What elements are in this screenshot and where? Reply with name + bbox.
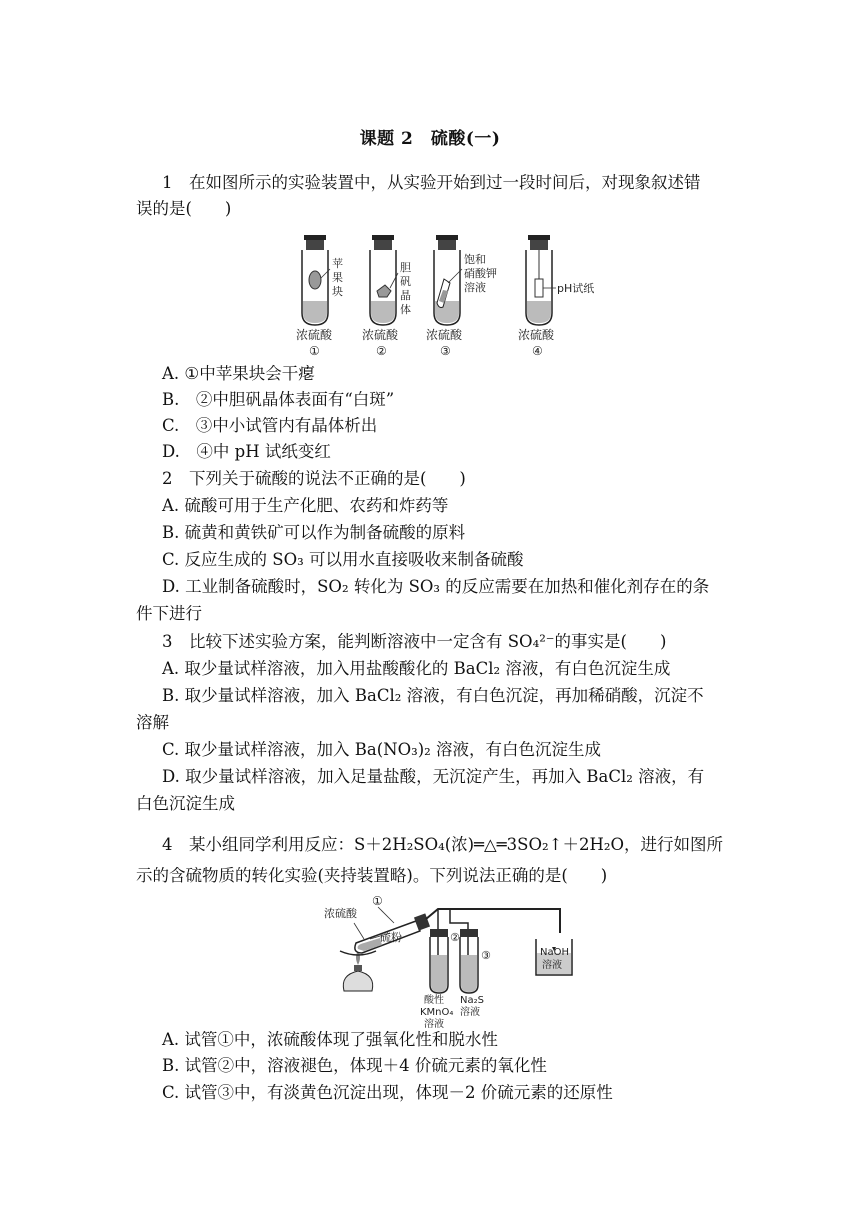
acid-label-2: 浓硫酸 — [362, 328, 399, 342]
q3-option-b-cont: 溶解 — [136, 713, 169, 732]
q3-option-a: A. 取少量试样溶液，加入用盐酸酸化的 BaCl₂ 溶液，有白色沉淀生成 — [162, 659, 671, 678]
tube-2-copper-sulfate — [370, 235, 411, 325]
q1-stem-line2: 误的是( ) — [136, 199, 232, 218]
q3-option-b: B. 取少量试样溶液，加入 BaCl₂ 溶液，有白色沉淀，再加稀硝酸，沉淀不 — [162, 686, 704, 705]
q2-option-d-cont: 件下进行 — [136, 604, 202, 623]
na2s-label-1: Na₂S — [460, 995, 484, 1006]
q4-option-b: B. 试管②中，溶液褪色，体现＋4 价硫元素的氧化性 — [162, 1056, 547, 1075]
acid-label-4: 浓硫酸 — [518, 328, 555, 342]
q4-option-c: C. 试管③中，有淡黄色沉淀出现，体现－2 价硫元素的还原性 — [162, 1083, 613, 1102]
q1-option-b: B. ②中胆矾晶体表面有“白斑” — [162, 390, 395, 409]
q1-option-c: C. ③中小试管内有晶体析出 — [162, 416, 378, 435]
kmno4-label-2: KMnO₄ — [420, 1007, 454, 1018]
tube1-label-1: 苹 — [332, 257, 343, 270]
alcohol-lamp — [343, 951, 372, 991]
tube2-label-2: 矾 — [400, 275, 411, 288]
tube2-label-4: 体 — [400, 303, 411, 316]
tube4-label: pH试纸 — [557, 282, 595, 295]
naoh-label-1: NaOH — [540, 947, 569, 958]
acid-label-1: 浓硫酸 — [296, 328, 333, 342]
q1-stem-line1: 1 在如图所示的实验装置中，从实验开始到过一段时间后，对现象叙述错 — [162, 173, 701, 192]
q2-option-a: A. 硫酸可用于生产化肥、农药和炸药等 — [162, 496, 449, 515]
tube1-label-2: 果 — [332, 271, 343, 284]
tube-1-number: ① — [372, 894, 383, 908]
tube-num-2: ② — [376, 344, 387, 358]
q4-stem-line1: 4 某小组同学利用反应：S＋2H₂SO₄(浓)═△═3SO₂↑＋2H₂O，进行如图所 — [162, 835, 723, 854]
tube-num-4: ④ — [532, 344, 543, 358]
q2-stem: 2 下列关于硫酸的说法不正确的是( ) — [162, 469, 466, 488]
q1-option-a: A. ①中苹果块会干瘪 — [162, 364, 315, 383]
naoh-label-2: 溶液 — [542, 960, 562, 971]
tube2-label-3: 晶 — [400, 289, 411, 302]
na2s-label-2: 溶液 — [460, 1007, 480, 1018]
tube-num-3: ③ — [440, 344, 451, 358]
tube-1-apple — [302, 235, 343, 325]
q1-option-d: D. ④中 pH 试纸变红 — [162, 442, 331, 461]
tube3-label-2: 硝酸钾 — [464, 267, 497, 280]
q2-option-c: C. 反应生成的 SO₃ 可以用水直接吸收来制备硫酸 — [162, 550, 524, 569]
q3-stem: 3 比较下述实验方案，能判断溶液中一定含有 SO₄²⁻的事实是( ) — [162, 632, 667, 651]
tube-3-number: ③ — [481, 949, 491, 962]
tube-4-ph-paper — [526, 235, 594, 325]
q3-option-d-cont: 白色沉淀生成 — [136, 794, 235, 813]
tube3-label-3: 溶液 — [464, 281, 486, 294]
sulfur-powder-label: 硫粉 — [380, 931, 402, 944]
q2-option-b: B. 硫黄和黄铁矿可以作为制备硫酸的原料 — [162, 523, 466, 542]
tube-2-number: ② — [450, 931, 460, 944]
kmno4-tube — [430, 929, 460, 993]
kmno4-label-1: 酸性 — [424, 995, 444, 1006]
tube-num-1: ① — [309, 344, 320, 358]
q4-option-a: A. 试管①中，浓硫酸体现了强氧化性和脱水性 — [162, 1030, 498, 1049]
na2s-tube — [460, 929, 491, 993]
q4-apparatus-figure — [320, 893, 580, 1030]
q4-stem-line2: 示的含硫物质的转化实验(夹持装置略)。下列说法正确的是( ) — [136, 866, 608, 885]
q3-option-c: C. 取少量试样溶液，加入 Ba(NO₃)₂ 溶液，有白色沉淀生成 — [162, 740, 602, 759]
q2-option-d: D. 工业制备硫酸时，SO₂ 转化为 SO₃ 的反应需要在加热和催化剂存在的条 — [162, 577, 710, 596]
kmno4-label-3: 溶液 — [424, 1019, 444, 1030]
q1-test-tube-figure — [290, 233, 610, 361]
page-title: 课题 2 硫酸(一) — [359, 129, 501, 149]
q3-option-d: D. 取少量试样溶液，加入足量盐酸，无沉淀产生，再加入 BaCl₂ 溶液，有 — [162, 767, 705, 786]
tube-3-saturated-kno3 — [434, 235, 497, 325]
tube3-label-1: 饱和 — [464, 253, 486, 266]
tube2-label-1: 胆 — [400, 261, 411, 274]
tube1-label-3: 块 — [332, 285, 343, 298]
concentrated-acid-label: 浓硫酸 — [324, 907, 357, 920]
acid-label-3: 浓硫酸 — [426, 328, 463, 342]
